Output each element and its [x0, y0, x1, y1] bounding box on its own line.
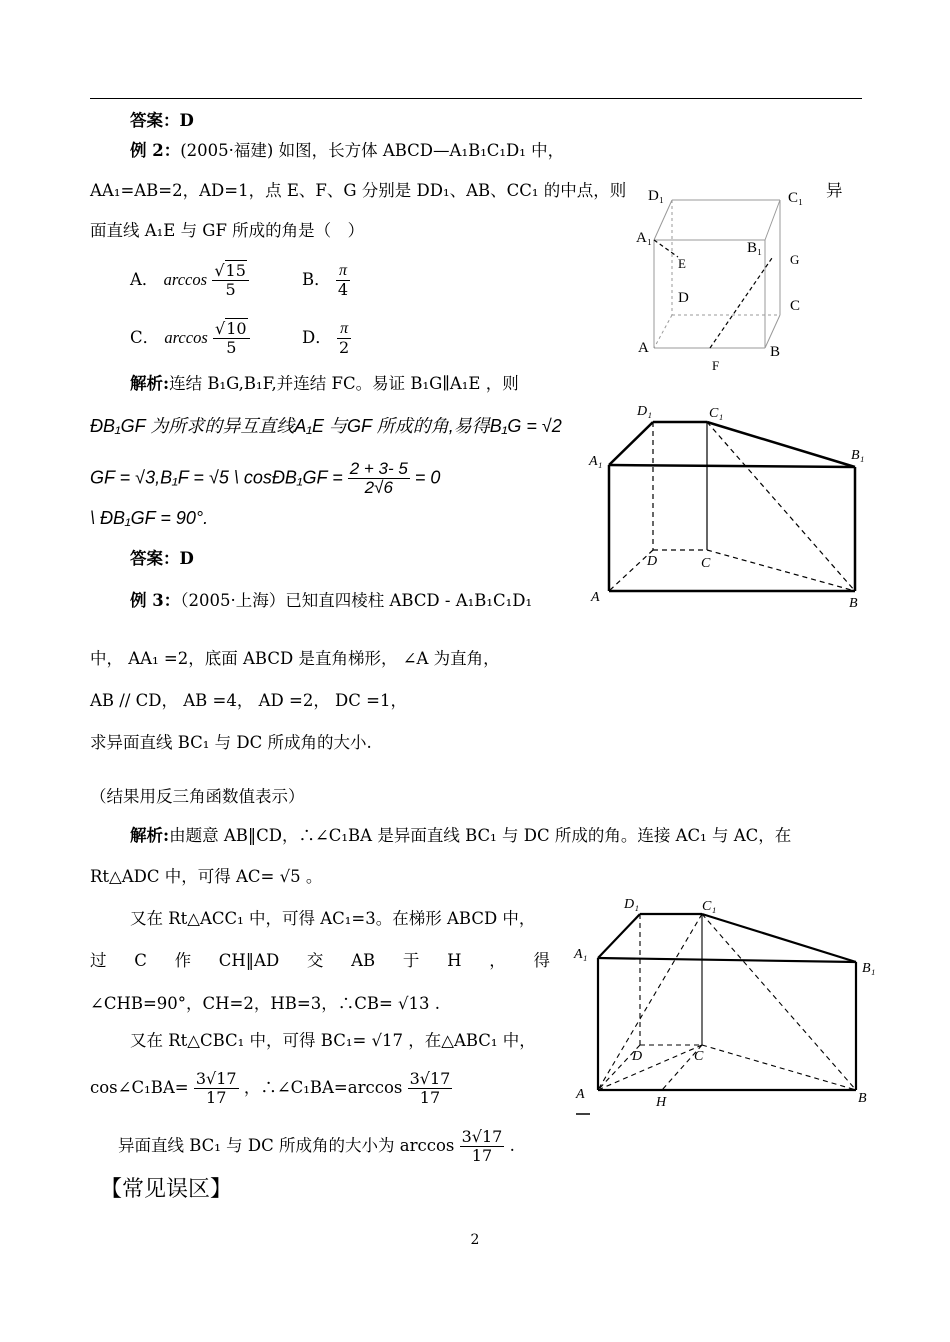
ex2-option-d: [302, 320, 351, 357]
opt-b-den: 4: [337, 280, 349, 299]
fig2-label-b: B: [849, 596, 858, 611]
ex3-analysis-label: 解析:: [130, 826, 170, 845]
ex3-cos-fraction: [194, 1070, 239, 1107]
ex2-option-c: [130, 320, 250, 357]
fig1-label-f: F: [712, 358, 720, 373]
fig2-label-a1: A₁: [589, 454, 603, 469]
ex2-option-a: [130, 262, 249, 299]
ex2-line1: [130, 140, 564, 162]
ex3-line1: [130, 590, 532, 612]
ex2-label: 例 2：: [130, 141, 181, 160]
ex3-analysis4-word: AB: [351, 951, 376, 970]
opt-d-label: D．: [302, 328, 332, 347]
fig1-label-a1: A₁: [636, 230, 653, 246]
fig2-label-c1: C₁: [709, 406, 724, 421]
opt-d-num: π: [337, 320, 351, 339]
fig1-label-b1: B₁: [747, 240, 763, 256]
fig3-label-c1: C₁: [702, 899, 717, 914]
ex3-label: 例 3：: [130, 591, 181, 610]
fig3-label-b: B: [858, 1091, 867, 1106]
fig3-label-a1: A₁: [574, 947, 588, 962]
ex3-line1-text: （2005·上海）已知直四棱柱 ABCD - A₁B₁C₁D₁: [180, 591, 533, 610]
ex3-analysis7-mid: ，∴∠C₁BA=arccos: [243, 1078, 403, 1097]
opt-a-label: A．: [130, 270, 159, 289]
fig1-label-g: G: [790, 252, 800, 267]
fig2-label-b1: B₁: [851, 448, 865, 463]
ex3-conclusion: [118, 1128, 515, 1165]
fig3-label-c: C: [694, 1049, 704, 1064]
opt-a-fraction: $\frac{√15}{5}$: [212, 262, 249, 299]
ex3-analysis4-word: H: [447, 951, 462, 970]
ex3-analysis4: [90, 950, 550, 972]
ex3-conclusion-fraction: [460, 1128, 505, 1165]
ex2-answer: 答案：D: [130, 549, 194, 568]
ex3-analysis7-lhs: cos∠C₁BA=: [90, 1078, 189, 1097]
ex2-analysis3-lhs: GF = √3,B₁F = √5 \ cosÐB₁GF =: [90, 467, 348, 488]
opt-d-den: 2: [338, 338, 350, 357]
ex3-analysis4-word: 得: [533, 951, 550, 970]
ex3-analysis4-word: 作: [174, 951, 192, 970]
ex3-arccos-fraction: [408, 1070, 453, 1107]
ex3-conclusion-text: 异面直线 BC₁ 与 DC 所成角的大小为 arccos: [118, 1136, 455, 1155]
opt-b-num: π: [336, 262, 350, 281]
top-rule: [90, 98, 862, 99]
opt-b-fraction: [336, 262, 350, 299]
ex3-analysis4-word: 于: [402, 951, 420, 970]
opt-c-num: 10: [226, 319, 247, 338]
ex2-analysis3-den: 2√6: [364, 478, 393, 497]
fig1-label-b: B: [770, 344, 781, 360]
ex2-analysis2: ÐB₁GF 为所求的异互直线A₁E 与GF 所成的角,易得B₁G = √2: [90, 416, 562, 436]
ex3-analysis3: 又在 Rt△ACC₁ 中，可得 AC₁=3。在梯形 ABCD 中，: [130, 909, 536, 928]
figure-cuboid: [630, 180, 830, 380]
opt-c-den: 5: [226, 338, 237, 357]
fig3-label-b1: B₁: [862, 961, 876, 976]
ex2-analysis1-text: 连结 B₁G,B₁F,并连结 FC。易证 B₁G∥A₁E ，则: [169, 374, 519, 393]
ex3-analysis1-text: 由题意 AB‖CD，∴∠C₁BA 是异面直线 BC₁ 与 DC 所成的角。连接 AC₁ 与 AC，在: [169, 826, 792, 845]
opt-c-label: C．: [130, 328, 160, 347]
ex3-arccos-num: 3√17: [409, 1069, 451, 1088]
ex3-conclusion-end: .: [509, 1136, 515, 1155]
ex3-analysis4-word: 过: [90, 951, 107, 970]
opt-a-func: arccos: [163, 270, 208, 289]
ex2-option-b: [302, 262, 350, 299]
ex3-line4: 求异面直线 BC₁ 与 DC 所成角的大小.: [90, 733, 372, 752]
ex3-line2: 中， AA₁ =2，底面 ABCD 是直角梯形， ∠A 为直角，: [90, 649, 500, 668]
opt-c-fraction: $\frac{√10}{5}$: [213, 320, 250, 357]
fig2-label-d1: D₁: [637, 404, 652, 419]
ex3-analysis6: 又在 Rt△CBC₁ 中，可得 BC₁= √17 ，在△ABC₁ 中，: [130, 1031, 536, 1050]
fig2-label-d: D: [647, 554, 658, 569]
ex2-line2-tail: 异: [826, 181, 843, 200]
figure-prism-2: [570, 890, 880, 1120]
ex3-analysis4-word: CH‖AD: [218, 951, 280, 970]
ex3-analysis5: ∠CHB=90°，CH=2，HB=3，∴CB= √13 .: [90, 994, 441, 1013]
ex3-conclusion-den: 17: [471, 1146, 493, 1165]
ex3-cos-num: 3√17: [195, 1069, 237, 1088]
opt-c-func: arccos: [164, 328, 208, 347]
figure-prism-1: [585, 395, 870, 615]
opt-d-fraction: [337, 320, 351, 357]
fig1-label-d: D: [678, 290, 689, 306]
ex2-analysis4: \ ÐB₁GF = 90°.: [90, 508, 209, 528]
fig3-label-a: A: [576, 1087, 585, 1102]
section-heading: 【常见误区】: [100, 1177, 233, 1202]
fig1-label-c1: C₁: [788, 190, 804, 206]
ex2-analysis3-num: 2 + 3- 5: [349, 459, 408, 478]
ex3-analysis1: [130, 825, 791, 847]
ex3-cos-den: 17: [206, 1088, 227, 1107]
page-number: 2: [470, 1232, 480, 1248]
fig2-label-c: C: [701, 556, 711, 571]
ex2-line2: AA₁=AB=2，AD=1，点 E、F、G 分别是 DD₁、AB、CC₁ 的中点，则: [90, 181, 627, 200]
ex3-analysis4-word: ，: [489, 951, 506, 970]
ex2-analysis3-rhs: = 0: [414, 467, 441, 488]
fig1-label-a: A: [638, 340, 649, 356]
ex3-conclusion-num: 3√17: [461, 1127, 503, 1146]
fig3-label-d: D: [632, 1049, 643, 1064]
fig3-label-h: H: [656, 1095, 667, 1110]
ex3-arccos-den: 17: [419, 1088, 441, 1107]
ex3-analysis7: [90, 1070, 452, 1107]
fig1-label-c: C: [790, 298, 801, 314]
fig3-label-d1: D₁: [624, 897, 639, 912]
ex3-analysis2: Rt△ADC 中，可得 AC= √5 。: [90, 867, 323, 886]
ex3-analysis4-word: 交: [306, 951, 324, 970]
ex3-analysis4-word: C: [134, 951, 147, 970]
opt-a-num: 15: [225, 261, 246, 280]
ex2-analysis-label: 解析:: [130, 374, 170, 393]
ex2-analysis1: [130, 373, 519, 395]
ex2-analysis3-fraction: [348, 460, 410, 497]
fig2-label-a: A: [591, 590, 600, 605]
ex1-answer: 答案：D: [130, 111, 194, 130]
ex3-line3: AB // CD， AB =4， AD =2， DC =1，: [90, 691, 407, 710]
opt-b-label: B．: [302, 270, 331, 289]
ex3-line5: （结果用反三角函数值表示）: [90, 787, 305, 806]
ex2-line1-text: (2005·福建) 如图，长方体 ABCD—A₁B₁C₁D₁ 中，: [180, 141, 565, 160]
fig1-label-d1: D₁: [648, 188, 665, 204]
ex2-analysis3: [90, 460, 440, 497]
fig1-label-e: E: [678, 256, 686, 271]
ex2-line3: 面直线 A₁E 与 GF 所成的角是（ ）: [90, 221, 365, 240]
opt-a-den: 5: [225, 280, 236, 299]
